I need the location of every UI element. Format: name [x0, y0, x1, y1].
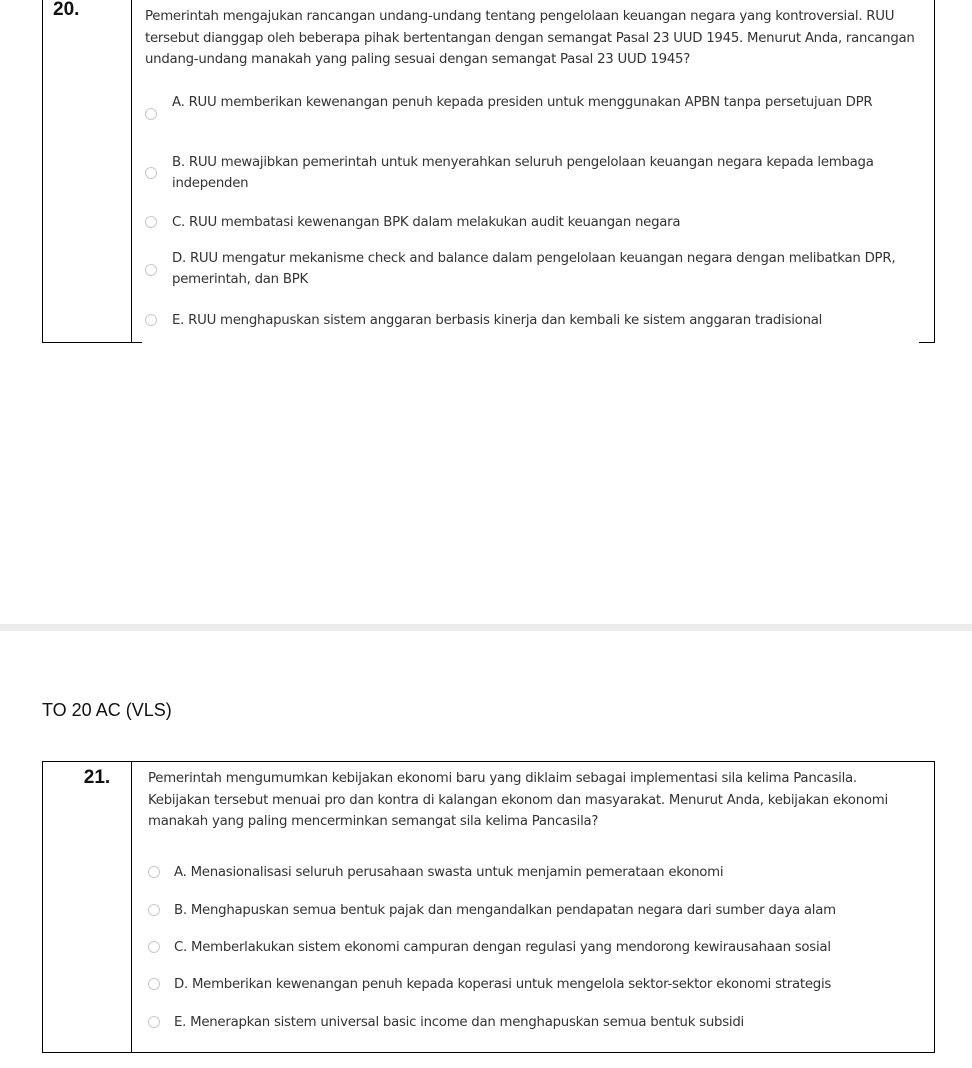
table-border-bottom — [42, 1052, 935, 1053]
radio-button[interactable] — [145, 216, 157, 228]
question-text: Pemerintah mengajukan rancangan undang-undang tentang pengelolaan keuangan negara yang kontroversial. RUU tersebut dianggap oleh beberapa pihak bertentangan dengan semangat Pasal 23 UUD 1945. Menurut Anda, rancangan undang-undang manakah yang paling sesuai dengan semangat Pasal 23 UUD 1945? — [145, 9, 915, 67]
question-number: 20. — [53, 0, 80, 20]
table-border-bottom-right — [919, 342, 935, 343]
section-title: TO 20 AC (VLS) — [42, 700, 172, 720]
radio-button[interactable] — [148, 1016, 160, 1028]
table-border-left — [42, 761, 43, 1053]
table-border-top — [42, 761, 935, 762]
radio-button[interactable] — [148, 904, 160, 916]
radio-button[interactable] — [145, 314, 157, 326]
option-label: C. RUU membatasi kewenangan BPK dalam melakukan audit keuangan negara — [172, 215, 681, 230]
question-number: 21. — [83, 767, 111, 788]
option-label: A. RUU memberikan kewenangan penuh kepada presiden untuk menggunakan APBN tanpa persetujuan DPR — [172, 95, 873, 110]
table-border-left — [42, 0, 43, 343]
option-label: E. Menerapkan sistem universal basic income dan menghapuskan semua bentuk subsidi — [174, 1015, 744, 1030]
radio-button[interactable] — [145, 264, 157, 276]
radio-button[interactable] — [148, 978, 160, 990]
radio-button[interactable] — [145, 108, 157, 120]
radio-button[interactable] — [148, 941, 160, 953]
radio-button[interactable] — [145, 167, 157, 179]
table-border-bottom-left — [42, 342, 142, 343]
table-border-right — [934, 761, 935, 1053]
radio-button[interactable] — [148, 866, 160, 878]
page-divider — [0, 624, 972, 631]
table-column-divider — [131, 761, 132, 1053]
question-text: Pemerintah mengumumkan kebijakan ekonomi baru yang diklaim sebagai implementasi sila kelima Pancasila. Kebijakan tersebut menuai pro dan kontra di kalangan ekonom dan masyarakat. Menurut Anda, kebijakan ekonomi manakah yang paling mencerminkan semangat sila kelima Pancasila? — [148, 771, 888, 829]
option-label: C. Memberlakukan sistem ekonomi campuran dengan regulasi yang mendorong kewirausahaan sosial — [174, 940, 831, 955]
option-label: D. Memberikan kewenangan penuh kepada koperasi untuk mengelola sektor-sektor ekonomi strategis — [174, 977, 832, 992]
option-label: B. RUU mewajibkan pemerintah untuk menyerahkan seluruh pengelolaan keuangan negara kepada lembaga independen — [172, 155, 874, 191]
option-label: E. RUU menghapuskan sistem anggaran berbasis kinerja dan kembali ke sistem anggaran tradisional — [172, 313, 823, 328]
table-column-divider — [131, 0, 132, 343]
option-label: A. Menasionalisasi seluruh perusahaan swasta untuk menjamin pemerataan ekonomi — [174, 865, 724, 880]
table-border-right — [934, 0, 935, 343]
option-label: D. RUU mengatur mekanisme check and balance dalam pengelolaan keuangan negara dengan melibatkan DPR, pemerintah, dan BPK — [172, 251, 896, 287]
option-label: B. Menghapuskan semua bentuk pajak dan mengandalkan pendapatan negara dari sumber daya alam — [174, 903, 836, 918]
